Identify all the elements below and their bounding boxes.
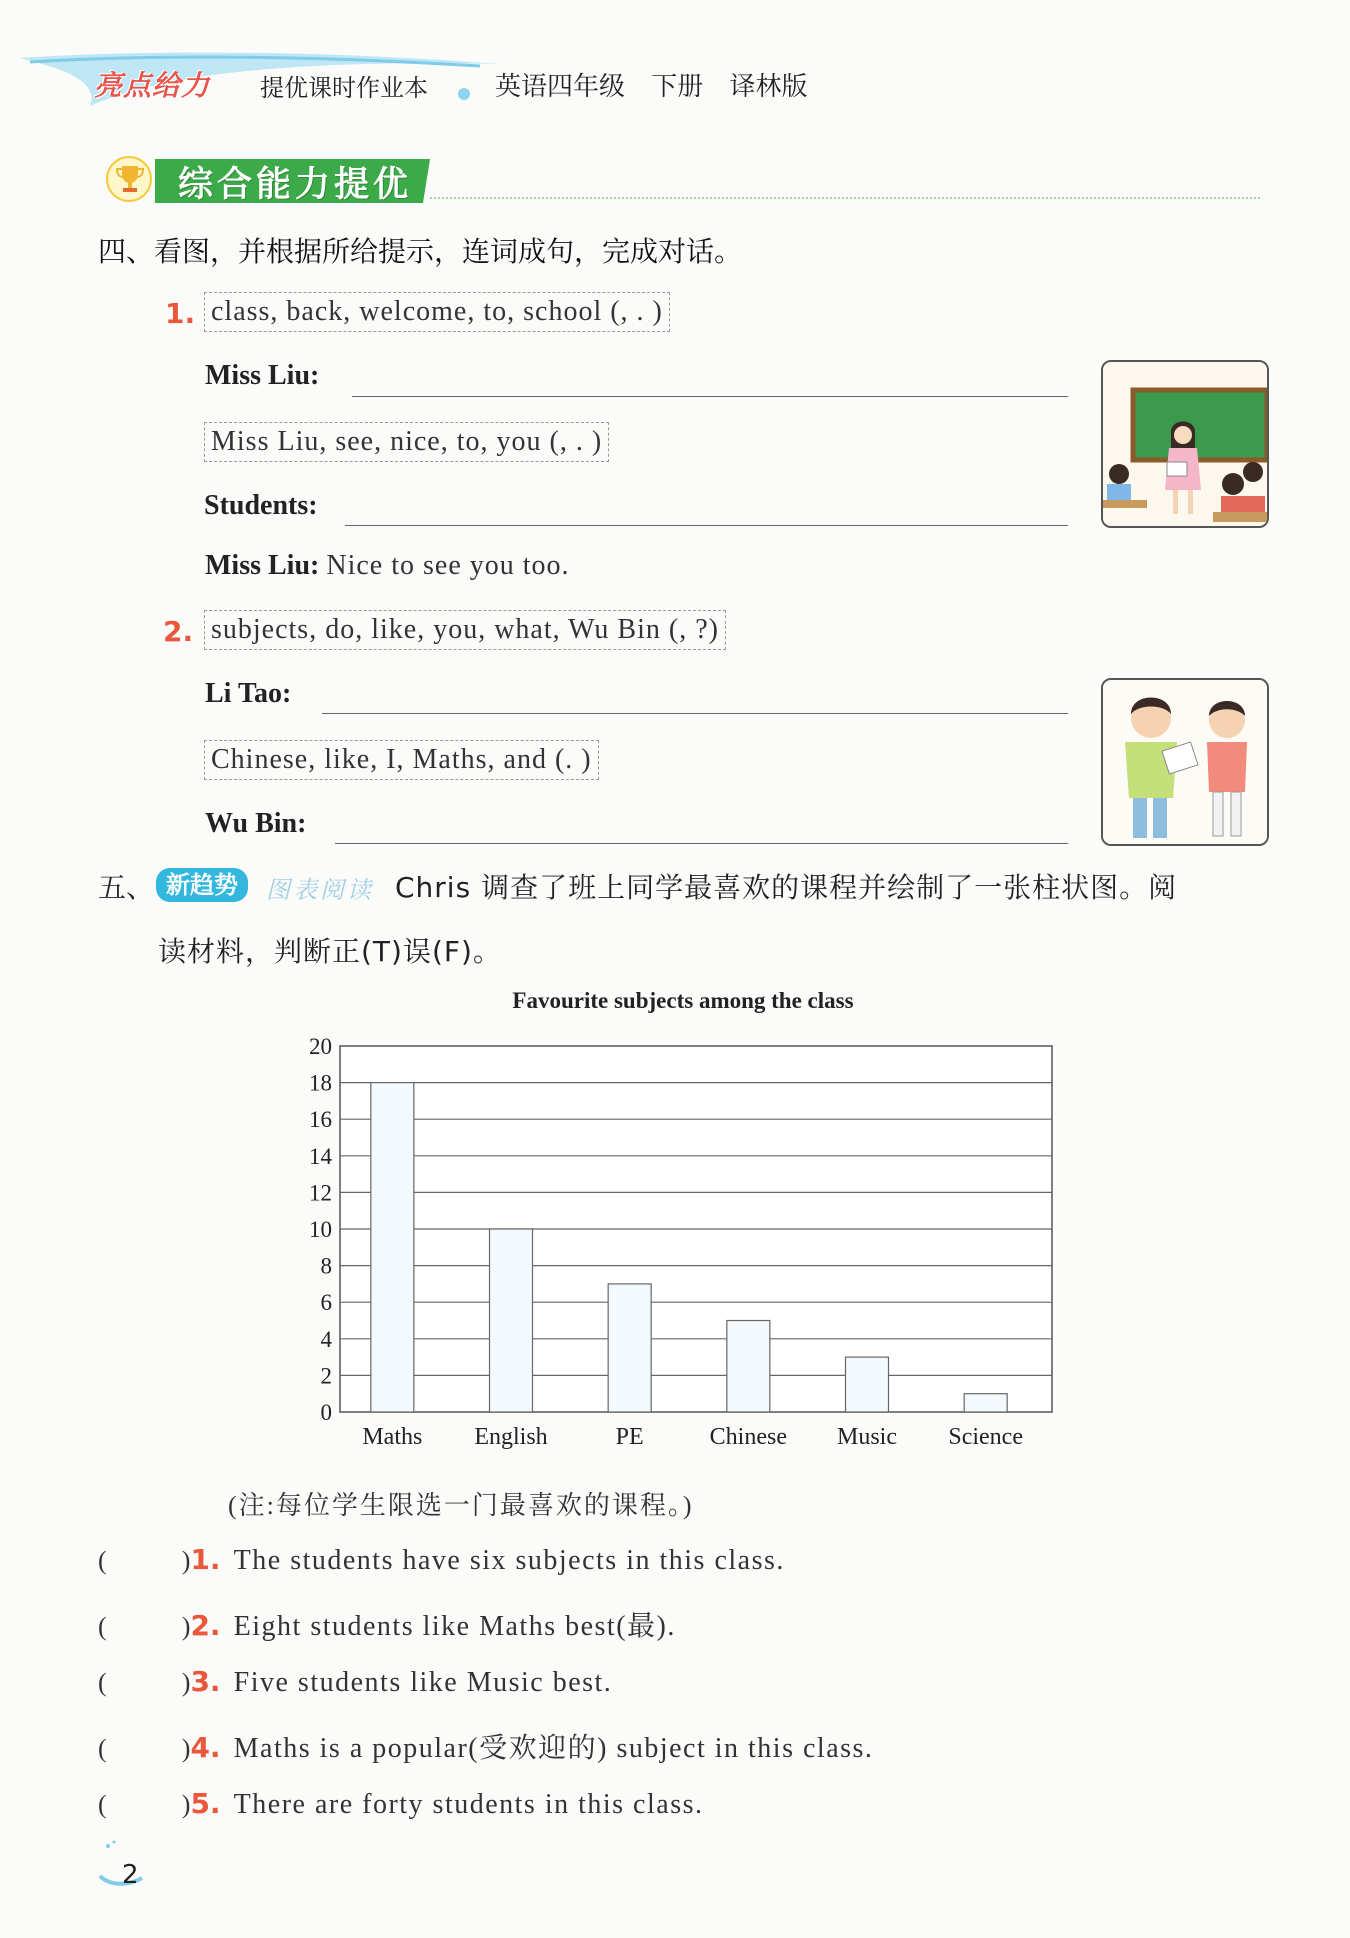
part4-heading — [98, 230, 742, 270]
part5-number: 五、 — [98, 871, 155, 904]
item2-speaker2: Wu Bin: — [205, 808, 307, 839]
item2-hint2: Chinese, like, I, Maths, and (. ) — [204, 740, 599, 780]
part4-instruction: 看图，并根据所给提示，连词成句，完成对话。 — [154, 235, 743, 268]
statement-text: The students have six subjects in this class. — [233, 1545, 785, 1576]
y-tick-label: 8 — [320, 1253, 332, 1279]
header-dot-decoration — [458, 88, 470, 100]
statement-text: Eight students like Maths best(最). — [233, 1611, 676, 1642]
answer-paren-close: ) — [181, 1546, 191, 1575]
new-trend-tag: 新趋势 — [156, 868, 248, 902]
statement-3 — [98, 1665, 612, 1699]
x-tick-label: PE — [615, 1424, 644, 1450]
item1-hint2: Miss Liu, see, nice, to, you (, . ) — [204, 422, 609, 462]
statement-number: 4. — [190, 1731, 221, 1764]
brand-logo: 亮点给力 — [94, 69, 211, 102]
item2-answer-line2[interactable] — [335, 842, 1068, 844]
bar-pe — [608, 1284, 651, 1412]
statement-number: 3. — [190, 1665, 221, 1698]
item2-hint1: subjects, do, like, you, what, Wu Bin (, ?) — [204, 610, 726, 650]
trophy-icon — [116, 164, 144, 194]
page-number: 2 — [122, 1860, 139, 1890]
x-tick-label: English — [474, 1424, 548, 1450]
statement-number: 1. — [190, 1543, 221, 1576]
book-info: 英语四年级 下册 译林版 — [495, 72, 808, 102]
y-tick-label: 10 — [309, 1217, 332, 1242]
item2-number: 2. — [163, 615, 194, 648]
chart-title: Favourite subjects among the class — [512, 988, 854, 1013]
two-boys-illustration — [1103, 680, 1267, 844]
statement-2 — [98, 1604, 676, 1644]
item1-number: 1. — [165, 297, 196, 330]
section-title: 综合能力提优 — [178, 165, 413, 205]
y-tick-label: 6 — [320, 1290, 332, 1316]
y-tick-label: 14 — [309, 1143, 332, 1169]
chart-reading-tag: 图表阅读 — [266, 876, 374, 904]
x-tick-label: Science — [948, 1424, 1023, 1450]
part5-instruction-line2: 读材料，判断正(T)误(F)。 — [158, 935, 502, 968]
y-tick-label: 12 — [309, 1180, 332, 1206]
item1-speaker3: Miss Liu: — [205, 550, 320, 581]
answer-paren-close: ) — [181, 1668, 191, 1697]
item1-reply: Nice to see you too. — [326, 550, 570, 581]
series-title: 提优课时作业本 — [260, 74, 428, 102]
item1-hint1: class, back, welcome, to, school (, . ) — [204, 292, 670, 332]
part4-number: 四、 — [98, 235, 155, 268]
bar-chinese — [727, 1321, 770, 1413]
chart-note: (注:每位学生限选一门最喜欢的课程。) — [228, 1491, 694, 1520]
statement-1 — [98, 1543, 785, 1577]
answer-paren-open[interactable]: ( — [98, 1612, 107, 1641]
item1-speaker1: Miss Liu: — [205, 360, 320, 391]
answer-paren-open[interactable]: ( — [98, 1668, 107, 1697]
answer-paren-open[interactable]: ( — [98, 1734, 107, 1763]
bar-music — [846, 1357, 889, 1412]
answer-paren-close: ) — [181, 1734, 191, 1763]
y-tick-label: 18 — [309, 1070, 332, 1096]
y-tick-label: 20 — [309, 1034, 332, 1059]
statement-text: Five students like Music best. — [233, 1667, 613, 1698]
two-boys-picture — [1101, 678, 1269, 846]
y-tick-label: 0 — [320, 1400, 332, 1425]
item1-speaker2: Students: — [204, 490, 318, 521]
bar-maths — [371, 1083, 414, 1412]
y-tick-label: 4 — [320, 1326, 332, 1352]
classroom-picture — [1101, 360, 1269, 528]
answer-paren-open[interactable]: ( — [98, 1790, 107, 1819]
answer-paren-close: ) — [181, 1612, 191, 1641]
part5-instruction-line1: Chris 调查了班上同学最喜欢的课程并绘制了一张柱状图。阅 — [395, 871, 1178, 904]
x-tick-label: Maths — [362, 1424, 423, 1450]
item2-speaker1: Li Tao: — [205, 678, 292, 709]
statement-4 — [98, 1726, 873, 1766]
statement-number: 2. — [190, 1609, 221, 1642]
bar-science — [964, 1394, 1007, 1412]
x-tick-label: Chinese — [709, 1424, 787, 1450]
x-tick-label: Music — [837, 1424, 897, 1450]
y-tick-label: 2 — [320, 1363, 332, 1389]
bar-chart — [290, 1030, 1070, 1460]
answer-paren-open[interactable]: ( — [98, 1546, 107, 1575]
statement-5 — [98, 1787, 704, 1821]
item1-answer-line1[interactable] — [352, 395, 1068, 397]
y-tick-label: 16 — [309, 1107, 332, 1133]
section-divider — [430, 197, 1260, 199]
item2-answer-line1[interactable] — [322, 712, 1068, 714]
answer-paren-close: ) — [181, 1790, 191, 1819]
item1-line3 — [205, 550, 570, 582]
statement-text: Maths is a popular(受欢迎的) subject in this class. — [233, 1733, 874, 1764]
item1-answer-line2[interactable] — [345, 524, 1068, 526]
classroom-illustration — [1103, 362, 1267, 526]
bar-english — [490, 1229, 533, 1412]
statement-number: 5. — [190, 1787, 221, 1820]
statement-text: There are forty students in this class. — [233, 1789, 704, 1820]
